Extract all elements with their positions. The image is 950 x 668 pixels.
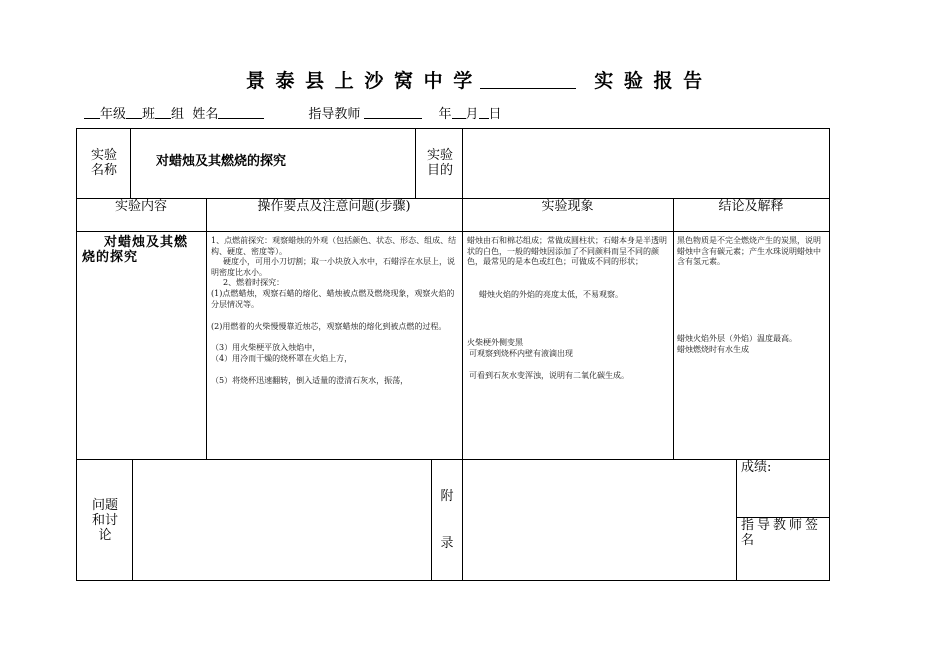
school-name: 景 泰 县 上 沙 窝 中 学 [245,70,475,92]
score-label: 成绩: [741,460,772,475]
name-label: 姓名 [192,107,219,122]
phenomenon-2: 蜡烛火焰的外焰的亮度太低，不易观察。 [479,290,623,299]
phenomenon-1: 蜡烛由石和棉芯组成；常做成圆柱状；石蜡本身是半透明状的白色，一般的蜡烛因添加了不同颜料而呈不同的颜色，最常见的是本色或红色；可做成不同的形状； [467,236,667,266]
step-1: 1、点燃前探究：观察蜡烛的外观（包括颜色、状态、形态、组成、结构、硬度、密度等）。 [211,236,457,256]
phenomenon-3: 火柴梗外侧变黑 [467,338,523,347]
appendix-label-2: 录 [440,536,454,551]
month-label: 月 [465,107,479,122]
year-label: 年 [438,107,452,122]
content-header: 实验内容 [114,199,167,214]
exp-purpose-label: 实验目的 [426,148,453,178]
step-2: 硬度小，可用小刀切割；取一小块放入水中，石蜡浮在水层上，说明密度比水小。 [211,257,455,277]
teacher-label: 指导教师 [308,107,361,122]
step-3: 2、燃着时探究： [223,278,285,287]
conclusion-1: 黑色物质是不完全燃烧产生的炭黑，说明蜡烛中含有碳元素；产生水珠说明蜡烛中含有氢元素。 [677,236,821,266]
conclusion-2: 蜡烛火焰外层（外焰）温度最高。 [677,334,797,343]
step-7: （4）用冷而干燥的烧杯罩在火焰上方， [211,354,353,363]
exp-name-label: 实验名称 [90,148,117,178]
step-8: （5）将烧杯迅速翻转，倒入适量的澄清石灰水，振荡， [211,376,409,385]
content-value: 对蜡烛及其燃烧的探究 [82,235,189,265]
grade-label: 年级 [100,107,127,122]
phenomena-header: 实验现象 [541,199,594,214]
exp-name-value[interactable]: 对蜡烛及其燃烧的探究 [156,154,287,169]
steps-header: 操作要点及注意问题(步骤) [257,199,411,214]
signature-label: 指导教师签名 [741,518,822,548]
conclusion-header: 结论及解释 [718,199,784,214]
step-5: (2)用燃着的火柴慢慢靠近烛芯，观察蜡烛的熔化到被点燃的过程。 [211,322,447,331]
group-label: 组 [171,107,185,122]
day-label: 日 [488,107,502,122]
report-label: 实 验 报 告 [594,70,705,92]
class-label: 班 [142,107,156,122]
step-4: (1)点燃蜡烛，观察石蜡的熔化、蜡烛被点燃及燃烧现象，观察火焰的分层情况等。 [211,289,455,309]
discussion-label: 问题和讨论 [91,498,118,543]
conclusion-3: 蜡烛燃烧时有水生成 [677,345,749,354]
phenomenon-5: 可看到石灰水变浑浊，说明有二氧化碳生成。 [469,371,629,380]
phenomenon-4: 可观察到烧杯内壁有液滴出现 [469,349,573,358]
appendix-label-1: 附 [440,489,454,504]
step-6: （3）用火柴梗平放入烛焰中， [211,343,321,352]
